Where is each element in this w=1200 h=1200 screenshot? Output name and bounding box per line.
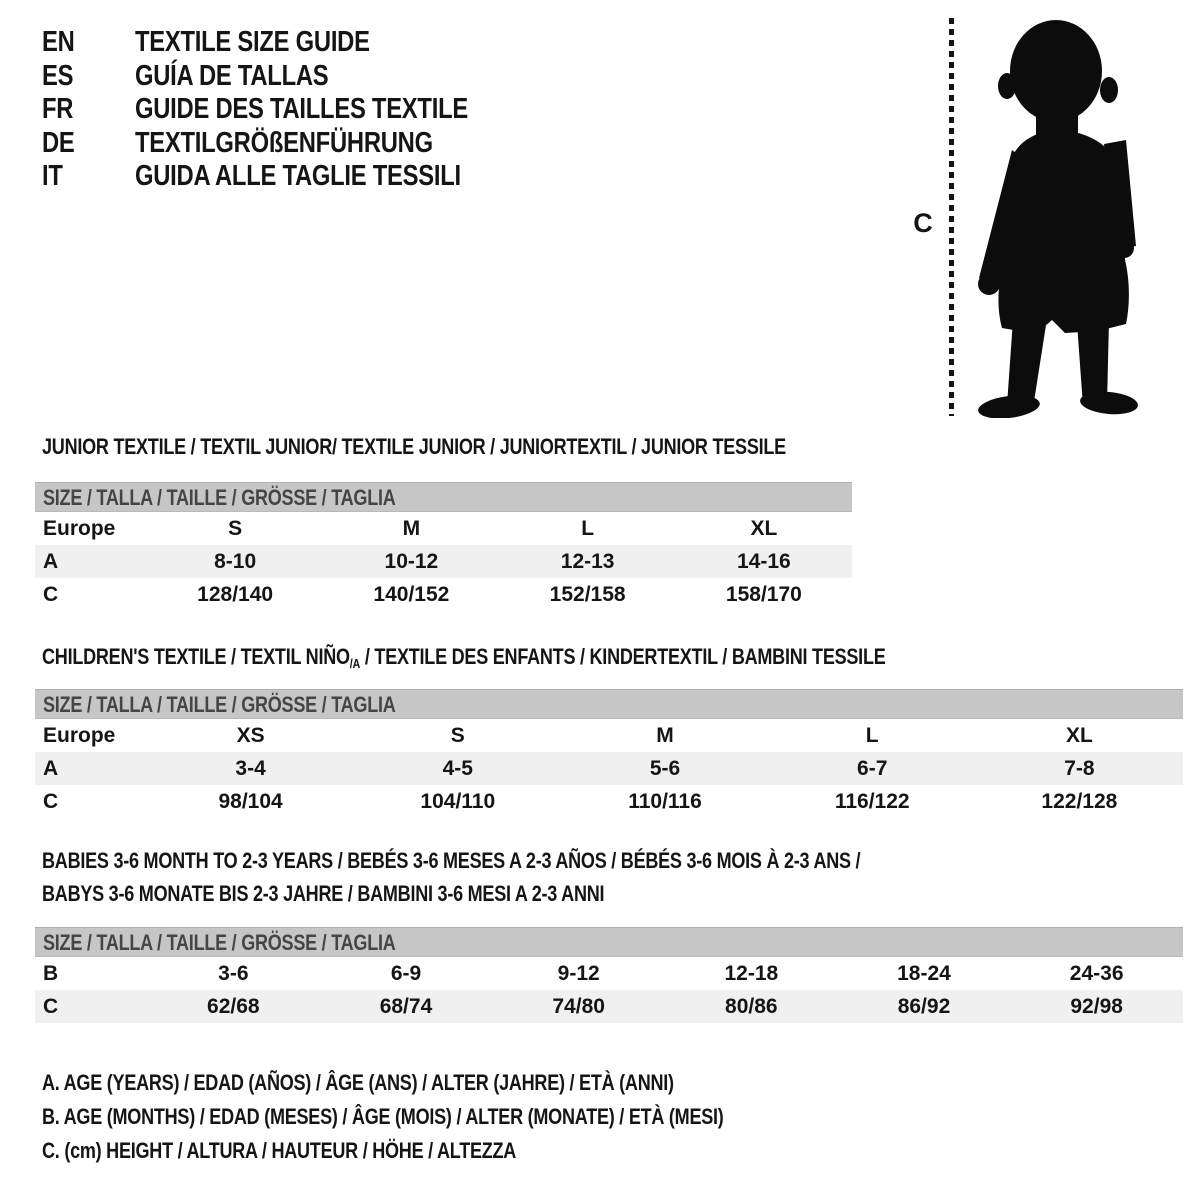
cell: 6-9 (390, 961, 422, 985)
legend-line-c: C. (cm) HEIGHT / ALTURA / HAUTEUR / HÖHE / ALTEZZA (42, 1138, 517, 1163)
cell: XL (750, 516, 778, 540)
cell: 158/170 (725, 582, 802, 606)
lang-row-it (42, 160, 541, 194)
row-label: A (43, 756, 59, 780)
cell: XS (236, 723, 265, 747)
lang-row-fr (42, 93, 541, 127)
lang-code-en: EN (42, 26, 75, 59)
size-bar: SIZE / TALLA / TAILLE / GRÖSSE / TAGLIA (35, 927, 1183, 957)
height-dashed-line (949, 18, 954, 416)
cell: 10-12 (384, 549, 439, 573)
row-label: C (43, 789, 59, 813)
table-row (35, 957, 1183, 990)
row-label: C (43, 994, 59, 1018)
lang-row-es (42, 60, 541, 94)
junior-size-table (35, 482, 852, 611)
babies-section-title-line1: BABIES 3-6 MONTH TO 2-3 YEARS / BEBÉS 3-6 MESES A 2-3 AÑOS / BÉBÉS 3-6 MOIS À 2-3 ANS / (42, 848, 861, 873)
cell: 6-7 (857, 756, 888, 780)
cell: 12-13 (560, 549, 615, 573)
page-title-en: TEXTILE SIZE GUIDE (135, 26, 370, 59)
children-section-title: CHILDREN'S TEXTILE / TEXTIL NIÑO/A / TEXTILE DES ENFANTS / KINDERTEXTIL / BAMBINI TESSILE (42, 644, 886, 671)
cell: 122/128 (1041, 789, 1118, 813)
page-title-it: GUIDA ALLE TAGLIE TESSILI (135, 160, 461, 193)
babies-size-table (35, 927, 1183, 1023)
page-title-es: GUÍA DE TALLAS (135, 59, 329, 92)
cell: 92/98 (1070, 994, 1123, 1018)
cell: 62/68 (207, 994, 260, 1018)
lang-code-it: IT (42, 160, 63, 193)
cell: 4-5 (442, 756, 473, 780)
cell: 9-12 (557, 961, 600, 985)
table-row (35, 752, 1183, 785)
page-title-de: TEXTILGRÖßENFÜHRUNG (135, 126, 433, 159)
lang-row-en (42, 26, 541, 60)
row-label: C (43, 582, 59, 606)
cell: L (581, 516, 595, 540)
lang-code-es: ES (42, 59, 74, 92)
table-row (35, 578, 852, 611)
babies-section-title-line2: BABYS 3-6 MONATE BIS 2-3 JAHRE / BAMBINI 3-6 MESI A 2-3 ANNI (42, 881, 605, 906)
lang-code-de: DE (42, 126, 75, 159)
height-measure-label: C (913, 208, 933, 238)
children-size-table (35, 689, 1183, 818)
row-label: Europe (43, 723, 116, 747)
table-row (35, 512, 852, 545)
cell: M (402, 516, 421, 540)
row-label: A (43, 549, 59, 573)
row-label: Europe (43, 516, 116, 540)
cell: 7-8 (1064, 756, 1095, 780)
lang-row-de (42, 127, 541, 161)
cell: 98/104 (218, 789, 283, 813)
title-block (42, 26, 541, 194)
cell: 14-16 (737, 549, 791, 573)
table-row (35, 785, 1183, 818)
cell: 104/110 (420, 789, 496, 813)
toddler-silhouette-icon (966, 14, 1148, 418)
size-bar: SIZE / TALLA / TAILLE / GRÖSSE / TAGLIA (35, 482, 852, 512)
legend-line-a: A. AGE (YEARS) / EDAD (AÑOS) / ÂGE (ANS) / ALTER (JAHRE) / ETÀ (ANNI) (42, 1070, 674, 1095)
cell: 3-4 (235, 756, 266, 780)
table-row (35, 545, 852, 578)
cell: 110/116 (628, 789, 702, 813)
cell: S (228, 516, 243, 540)
cell: 68/74 (379, 994, 433, 1018)
lang-code-fr: FR (42, 93, 74, 126)
row-label: B (43, 961, 59, 985)
cell: 140/152 (373, 582, 450, 606)
cell: 74/80 (552, 994, 605, 1018)
table-row (35, 990, 1183, 1023)
size-bar: SIZE / TALLA / TAILLE / GRÖSSE / TAGLIA (35, 689, 1183, 719)
legend-line-b: B. AGE (MONTHS) / EDAD (MESES) / ÂGE (MOIS) / ALTER (MONATE) / ETÀ (MESI) (42, 1104, 724, 1129)
cell: 12-18 (724, 961, 779, 985)
page-title-fr: GUIDE DES TAILLES TEXTILE (135, 93, 468, 126)
cell: 86/92 (897, 994, 951, 1018)
junior-section-title: JUNIOR TEXTILE / TEXTIL JUNIOR/ TEXTILE JUNIOR / JUNIORTEXTIL / JUNIOR TESSILE (42, 434, 786, 459)
table-row (35, 719, 1183, 752)
cell: 18-24 (897, 961, 951, 985)
cell: 116/122 (834, 789, 910, 813)
cell: 24-36 (1069, 961, 1124, 985)
cell: XL (1065, 723, 1093, 747)
cell: 3-6 (218, 961, 249, 985)
legend (42, 1066, 873, 1168)
title-subscript: /A (349, 655, 361, 671)
cell: 80/86 (725, 994, 778, 1018)
cell: 8-10 (214, 549, 257, 573)
cell: 5-6 (649, 756, 681, 780)
cell: 152/158 (549, 582, 626, 606)
cell: S (450, 723, 465, 747)
cell: L (865, 723, 879, 747)
cell: 128/140 (197, 582, 274, 606)
cell: M (656, 723, 674, 747)
